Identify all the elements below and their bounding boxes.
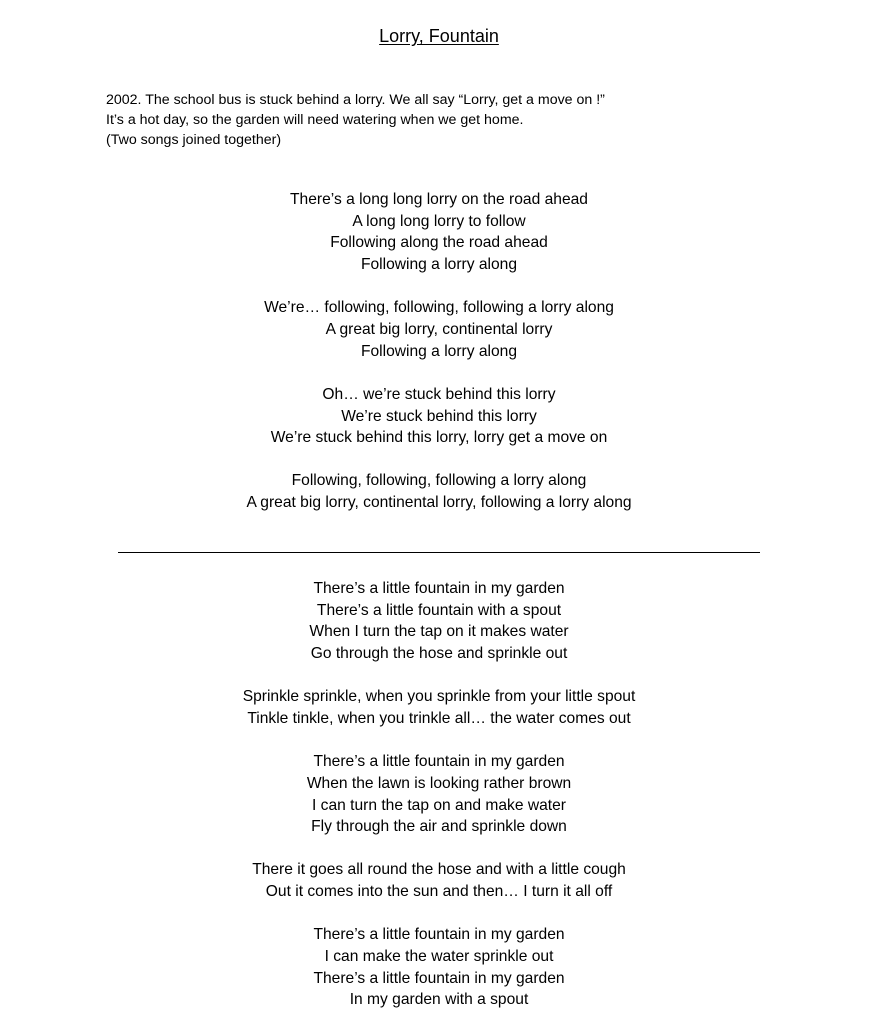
intro-line: 2002. The school bus is stuck behind a lorry. We all say “Lorry, get a move on !” [106, 92, 605, 108]
lyric-line: We’re stuck behind this lorry, lorry get a move on [270, 429, 608, 447]
lyric-line: A great big lorry, continental lorry [325, 320, 553, 338]
lyric-line: A long long lorry to follow [352, 212, 526, 230]
intro-line: (Two songs joined together) [106, 132, 282, 148]
lyric-line: There’s a long long lorry on the road ahead [290, 191, 588, 208]
stanza-gap [0, 665, 878, 687]
lyric-line: When I turn the tap on it makes water [309, 623, 569, 641]
stanza-gap [0, 449, 878, 471]
lyric-line: I can make the water sprinkle out [324, 947, 554, 965]
lyric-line: There it goes all round the hose and with a little cough [252, 861, 626, 879]
stanza-gap [0, 276, 878, 298]
fountain-song [0, 578, 878, 1011]
stanza [0, 751, 878, 838]
stanza-gap [0, 362, 878, 384]
lorry-song [0, 189, 878, 514]
stanza [0, 189, 878, 276]
lyric-line: Fly through the air and sprinkle down [311, 818, 567, 836]
lyric-line: I can turn the tap on and make water [312, 796, 566, 814]
stanza-gap [0, 730, 878, 752]
intro-line: It’s a hot day, so the garden will need watering when we get home. [106, 112, 524, 128]
lyric-line: We’re… following, following, following a lorry along [264, 299, 614, 317]
lyric-line: We’re stuck behind this lorry [341, 407, 537, 425]
stanza [0, 384, 878, 449]
lyric-line: There’s a little fountain in my garden [313, 926, 565, 944]
lyric-line: There’s a little fountain in my garden [313, 969, 565, 987]
stanza [0, 297, 878, 362]
lyric-line: Following a lorry along [360, 342, 517, 360]
stanza [0, 686, 878, 729]
intro-paragraph [106, 90, 786, 150]
lyric-line: There’s a little fountain with a spout [316, 601, 562, 619]
lyric-line: Out it comes into the sun and then… I turn it all off [265, 883, 613, 901]
section-divider [118, 552, 760, 553]
stanza-gap [0, 838, 878, 860]
lyric-line: Following along the road ahead [330, 234, 548, 252]
stanza [0, 578, 878, 665]
lyric-line: There’s a little fountain in my garden [313, 753, 565, 771]
lyric-line: Tinkle tinkle, when you trinkle all… the water comes out [247, 709, 631, 727]
lyric-line: Following, following, following a lorry along [291, 472, 587, 490]
lyric-line: When the lawn is looking rather brown [306, 774, 572, 792]
lyric-line: There’s a little fountain in my garden [313, 580, 565, 597]
lyric-line: Following a lorry along [360, 256, 517, 274]
lyric-line: Go through the hose and sprinkle out [310, 645, 568, 663]
lyric-line: A great big lorry, continental lorry, following a lorry along [246, 494, 632, 512]
stanza [0, 924, 878, 1011]
lyric-line: Sprinkle sprinkle, when you sprinkle from your little spout [242, 688, 636, 706]
lyric-line: Oh… we’re stuck behind this lorry [322, 385, 556, 403]
stanza-gap [0, 903, 878, 925]
lyric-line: In my garden with a spout [349, 991, 529, 1009]
page-title: Lorry, Fountain [379, 26, 499, 46]
stanza [0, 859, 878, 902]
stanza [0, 470, 878, 513]
